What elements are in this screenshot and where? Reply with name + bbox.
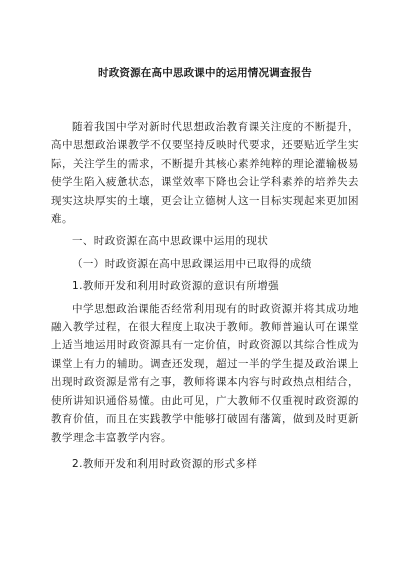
intro-paragraph: 随着我国中学对新时代思想政治教育课关注度的不断提升，高中思想政治课教学不仅要坚持反映时代要求，还要贴近学生实际，关注学生的需求，不断提升其核心素养纯粹的理论灌输极易使学生陷入疲惫状态，课堂效率下降也会让学科素养的培养失去现实这块厚实的土壤，更会让立德树人这一目标实现起来更加困难。 — [51, 121, 359, 226]
item-heading-1: 1.教师开发和利用时政资源的意识有所增强 — [72, 280, 280, 293]
section-heading: 一、时政资源在高中思政课中运用的现状 — [72, 235, 269, 248]
item-heading-2: 2.教师开发和利用时政资源的形式多样 — [72, 457, 258, 470]
item-body-1: 中学思想政治课能否经常利用现有的时政资源并将其成功地融入教学过程，在很大程度上取决于教师。教师普遍认可在课堂上适当地运用时政资源具有一定价值，时政资源以其综合性成为课堂上有力的辅助。调查还发现，超过一半的学生提及政治课上出现时政资源是常有之事，教师将课本内容与时政热点相结合，使所讲知识通俗易懂。由此可见，广大教师不仅重视时政资源的教育价值，而且在实践教学中能够打破固有藩篱，做到及时更新教学理念丰富教学内容。 — [51, 302, 359, 444]
subsection-heading: （一）时政资源在高中思政课运用中已取得的成绩 — [72, 257, 312, 270]
document-title: 时政资源在高中思政课中的运用情况调查报告 — [98, 67, 312, 79]
